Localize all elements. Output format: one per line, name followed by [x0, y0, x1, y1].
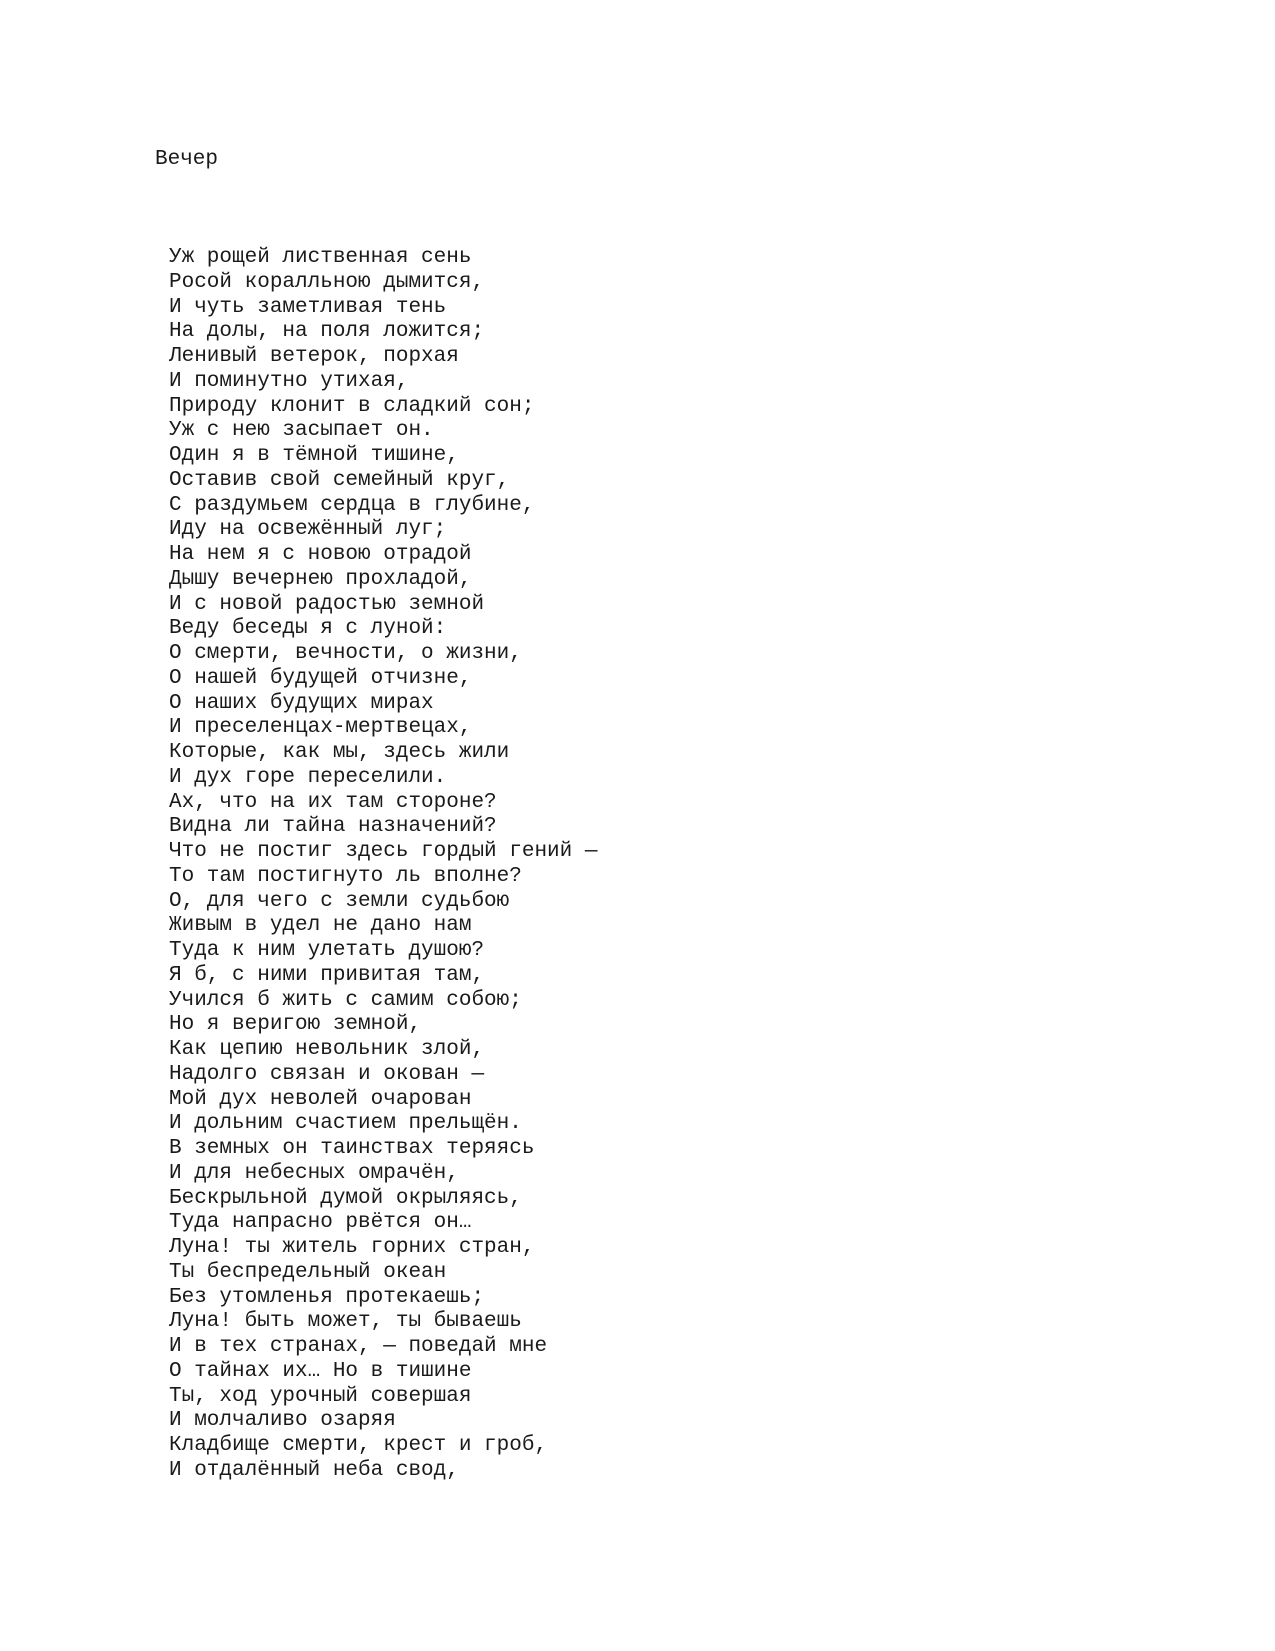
poem-line: С раздумьем сердца в глубине,	[169, 493, 535, 517]
poem-line: Росой коралльною дымится,	[169, 270, 485, 294]
poem-line: Видна ли тайна назначений?	[169, 815, 497, 839]
poem-line: Которые, как мы, здесь жили	[169, 741, 510, 764]
poem-line: О, для чего с земли судьбою	[169, 889, 510, 913]
poem-line: И дух горе переселили.	[169, 765, 447, 789]
poem-line: Мой дух неволей очарован	[169, 1087, 472, 1111]
poem-line: И дольним счастием прельщён.	[169, 1112, 522, 1136]
poem-line: Кладбище смерти, крест и гроб,	[169, 1434, 548, 1457]
poem-line: Уж с нею засыпает он.	[169, 419, 434, 443]
poem-line: Природу клонит в сладкий сон;	[169, 394, 535, 418]
poem-line: Один я в тёмной тишине,	[169, 444, 459, 467]
poem-line: Луна! быть может, ты бываешь	[169, 1310, 522, 1334]
poem-line: Как цепию невольник злой,	[169, 1038, 485, 1061]
poem-line: Ты беспредельный океан	[169, 1260, 447, 1284]
poem-line: Я б, с ними привитая там,	[169, 963, 485, 987]
poem-line: И поминутно утихая,	[169, 369, 409, 393]
poem-line: Туда напрасно рвётся он…	[169, 1211, 472, 1235]
poem-line: О нашей будущей отчизне,	[169, 666, 472, 690]
poem-line: Надолго связан и окован —	[169, 1062, 485, 1086]
poem-line: Ты, ход урочный совершая	[169, 1384, 472, 1408]
poem-line: И с новой радостью земной	[169, 592, 485, 616]
poem-line: Оставив свой семейный круг,	[169, 468, 510, 492]
poem-line: Ах, что на их там стороне?	[169, 790, 497, 814]
poem-line: О смерти, вечности, о жизни,	[169, 642, 522, 665]
poem-line: Живым в удел не дано нам	[169, 914, 472, 938]
poem-title: Вечер	[155, 148, 219, 171]
poem-line: И отдалённый неба свод,	[169, 1458, 459, 1482]
poem-line: На долы, на поля ложится;	[169, 320, 485, 344]
poem-line: Веду беседы я с луной:	[169, 617, 447, 641]
poem-line: И преселенцах-мертвецах,	[169, 716, 472, 740]
poem-line: Туда к ним улетать душою?	[169, 939, 485, 962]
poem-line: Иду на освежённый луг;	[169, 518, 447, 542]
poem-line: То там постигнуто ль вполне?	[169, 864, 522, 888]
poem-line: Учился б жить с самим собою;	[169, 988, 522, 1012]
poem-line: И для небесных омрачён,	[169, 1161, 459, 1185]
poem-line: Без утомленья протекаешь;	[169, 1285, 485, 1309]
poem-line: Но я веригою земной,	[169, 1013, 422, 1037]
poem-body	[169, 246, 597, 1484]
poem-line: Что не постиг здесь гордый гений —	[169, 840, 598, 863]
poem-line: Дышу вечернею прохладой,	[169, 567, 472, 591]
poem-line: И в тех странах, — поведай мне	[169, 1335, 548, 1358]
poem-line: И молчаливо озаряя	[169, 1409, 396, 1433]
poem-line: Луна! ты житель горних стран,	[169, 1236, 535, 1259]
poem-line: Уж рощей лиственная сень	[169, 246, 472, 269]
poem-line: Бескрыльной думой окрыляясь,	[169, 1186, 522, 1210]
poem-line: О тайнах их… Но в тишине	[169, 1359, 472, 1383]
poem-line: О наших будущих мирах	[169, 691, 434, 715]
poem-line: На нем я с новою отрадой	[169, 543, 472, 566]
poem-line: Ленивый ветерок, порхая	[169, 345, 459, 368]
poem-line: И чуть заметливая тень	[169, 295, 447, 319]
poem-line: В земных он таинствах теряясь	[169, 1137, 535, 1160]
